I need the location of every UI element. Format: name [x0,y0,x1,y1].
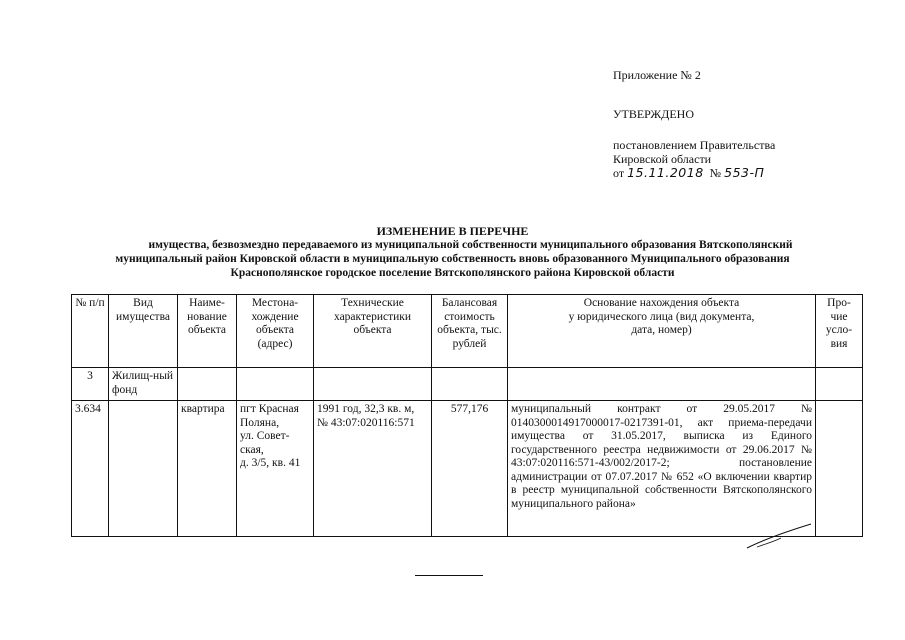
header-basis [508,295,816,368]
table-row [72,401,863,537]
decree-line-2: Кировской области [613,152,712,166]
approved-label: УТВЕРЖДЕНО [613,107,695,121]
title-line-4: Краснополянское городское поселение Вятскополянского района Кировской области [230,267,675,279]
header-basis-line-2: у юридического лица (вид документа, [568,310,755,323]
header-basis-line-1: Основание нахождения объекта [583,297,740,309]
header-num: № п/п [72,295,109,368]
header-other: Про-чие усло-вия [816,295,863,368]
section-num: 3 [72,368,109,401]
item-type [109,401,178,537]
tech-line-1: 1991 год, 32,3 кв. м, [317,403,415,415]
section-type: Жилищ-ный фонд [109,368,178,401]
title-line-2: имущества, безвозмездно передаваемого из муниципальной собственности муниципального образования Вятскополянский [148,239,793,251]
document-title: ИЗМЕНЕНИЕ В ПЕРЕЧНЕ [376,224,529,238]
item-basis: муниципальный контракт от 29.05.2017 № 0140300014917000017-0217391-01, акт приема-передачи имущества от 31.05.2017, выписка из Единого государственного реестра недвижимости от 29.06.2017 № 43:07:020116:571-43/002/2017-2; постановление администрации от 07.07.2017 № 652 «О включении квартир в реестр муниципальной собственности Вятскополянского муниципального района» [508,401,816,537]
separator-line [415,575,483,576]
header-location: Местона-хождение объекта (адрес) [237,295,314,368]
location-line-2: Поляна, [240,416,280,429]
appendix-label: Приложение № 2 [613,68,701,82]
location-line-4: ская, [240,443,264,456]
tech-line-2: № 43:07:020116:571 [317,416,415,429]
header-name: Наиме-нование объекта [178,295,237,368]
location-line-3: ул. Совет- [240,430,290,442]
header-value: Балансовая стоимость объекта, тыс. рублей [432,295,508,368]
item-name: квартира [178,401,237,537]
decree-date: 15.11.2018 [627,165,704,180]
location-line-1: пгт Красная [240,403,299,415]
number-prefix: № [709,166,722,180]
item-value: 577,176 [432,401,508,537]
item-tech [314,401,432,537]
table-header-row [72,295,863,368]
header-tech: Технические характеристики объекта [314,295,432,368]
signature-stroke [745,522,815,550]
header-basis-line-3: дата, номер) [631,324,692,336]
item-other [816,401,863,537]
date-prefix: от [613,166,625,180]
item-num: 3.634 [72,401,109,537]
header-type: Вид имущества [109,295,178,368]
decree-line-1: постановлением Правительства [613,138,776,152]
item-location [237,401,314,537]
table-row [72,368,863,401]
decree-date-line [613,166,764,180]
decree-number: 553-П [724,165,765,180]
title-line-3: муниципальный район Кировской области в муниципальную собственность вновь образованного Муниципального образования [115,253,790,265]
property-table [71,294,863,537]
location-line-5: д. 3/5, кв. 41 [240,457,301,469]
